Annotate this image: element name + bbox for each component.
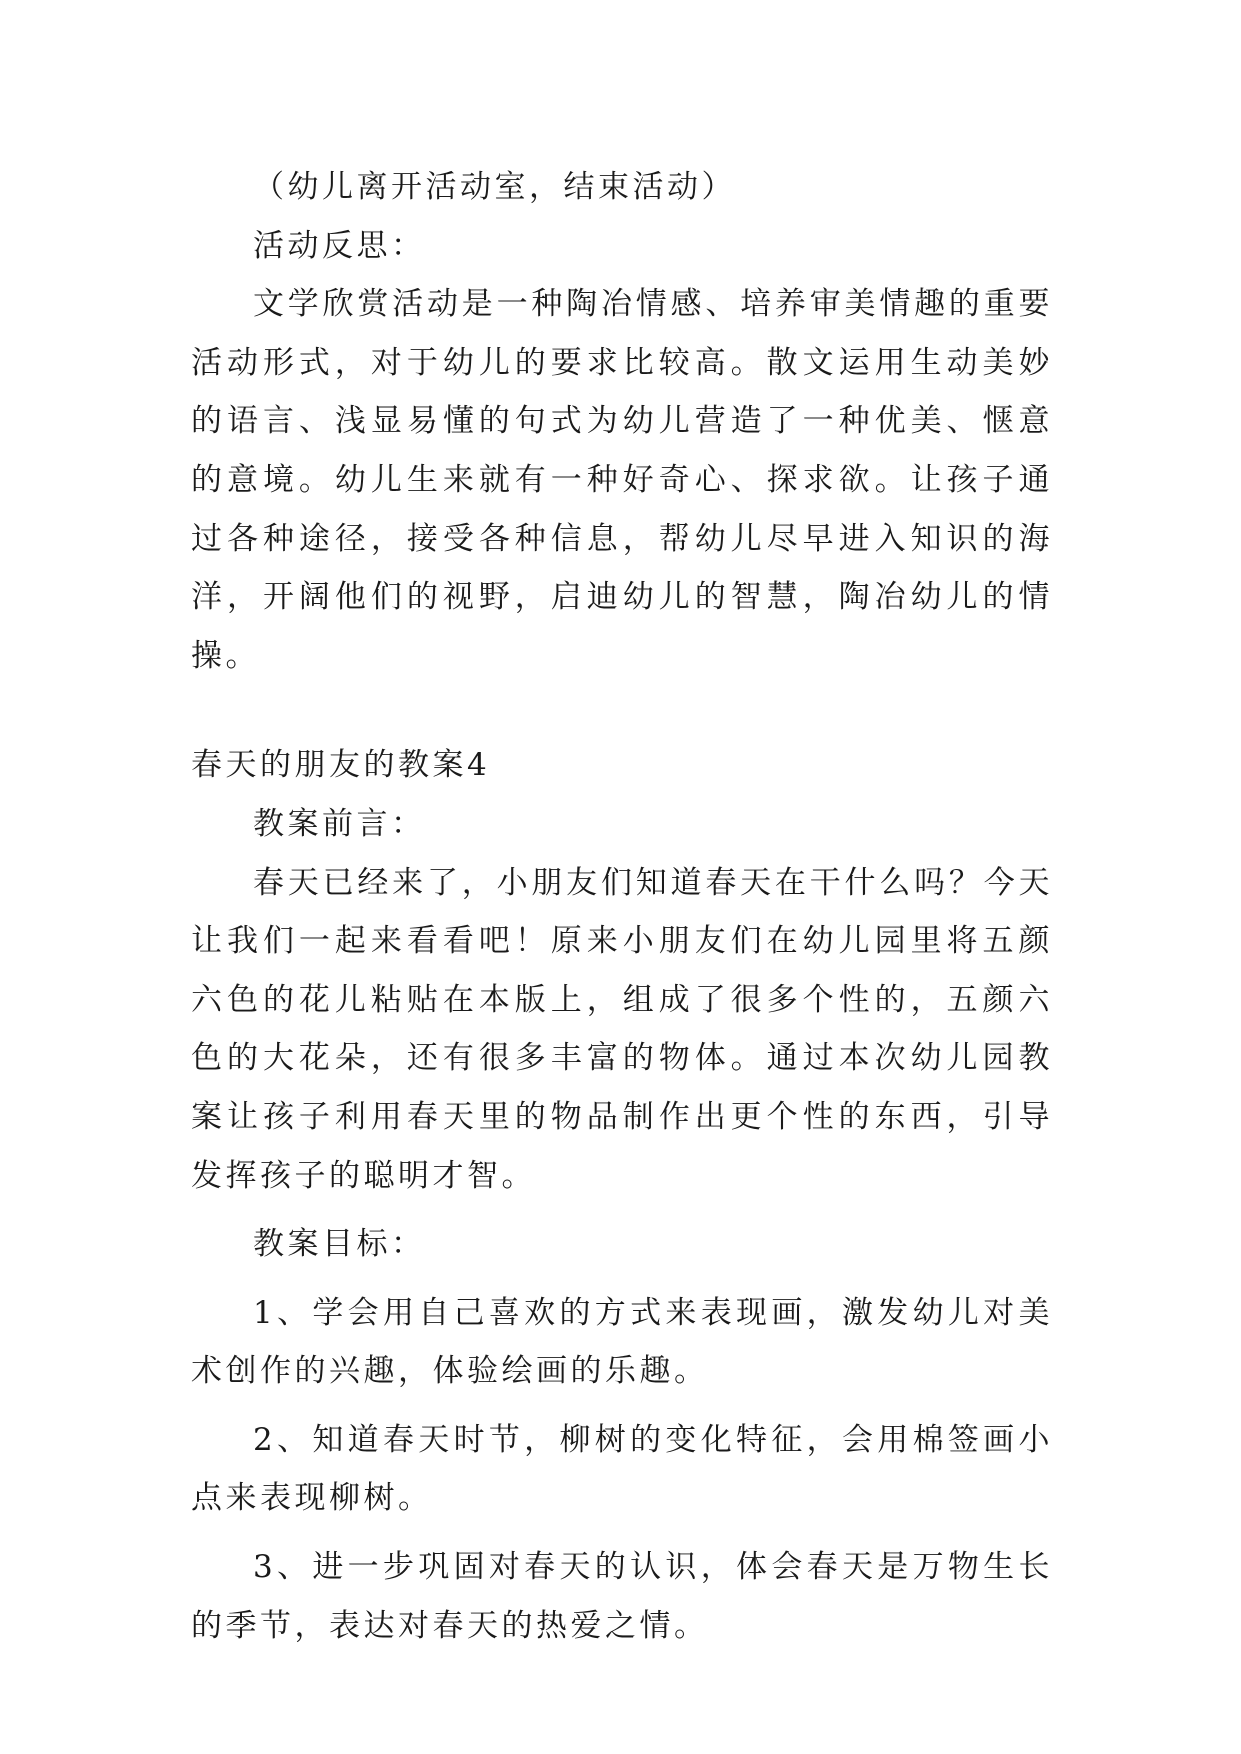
section-title: 春天的朋友的教案4 <box>191 747 491 784</box>
closing-note: （幼儿离开活动室，结束活动） <box>253 169 736 205</box>
goals-heading: 教案目标： <box>253 1226 426 1263</box>
reflection-heading: 活动反思： <box>253 227 426 264</box>
goal-item-1: 1、学会用自己喜欢的方式来表现画，激发幼儿对美术创作的兴趣，体验绘画的乐趣。 <box>191 1294 1053 1390</box>
preface-heading: 教案前言： <box>253 805 426 842</box>
reflection-paragraph: 文学欣赏活动是一种陶冶情感、培养审美情趣的重要活动形式，对于幼儿的要求比较高。散文运用生动美妙的语言、浅显易懂的句式为幼儿营造了一种优美、惬意的意境。幼儿生来就有一种好奇心、探求欲。让孩子通过各种途径，接受各种信息，帮幼儿尽早进入知识的海洋，开阔他们的视野，启迪幼儿的智慧，陶冶幼儿的情操。 <box>191 286 1053 674</box>
document-page <box>191 158 1053 1655</box>
goal-item-2: 2、知道春天时节，柳树的变化特征，会用棉签画小点来表现柳树。 <box>191 1421 1053 1517</box>
preface-paragraph: 春天已经来了，小朋友们知道春天在干什么吗？今天让我们一起来看看吧！原来小朋友们在幼儿园里将五颜六色的花儿粘贴在本版上，组成了很多个性的，五颜六色的大花朵，还有很多丰富的物体。通过本次幼儿园教案让孩子利用春天里的物品制作出更个性的东西，引导发挥孩子的聪明才智。 <box>191 864 1053 1194</box>
goal-item-3: 3、进一步巩固对春天的认识，体会春天是万物生长的季节，表达对春天的热爱之情。 <box>191 1549 1053 1644</box>
